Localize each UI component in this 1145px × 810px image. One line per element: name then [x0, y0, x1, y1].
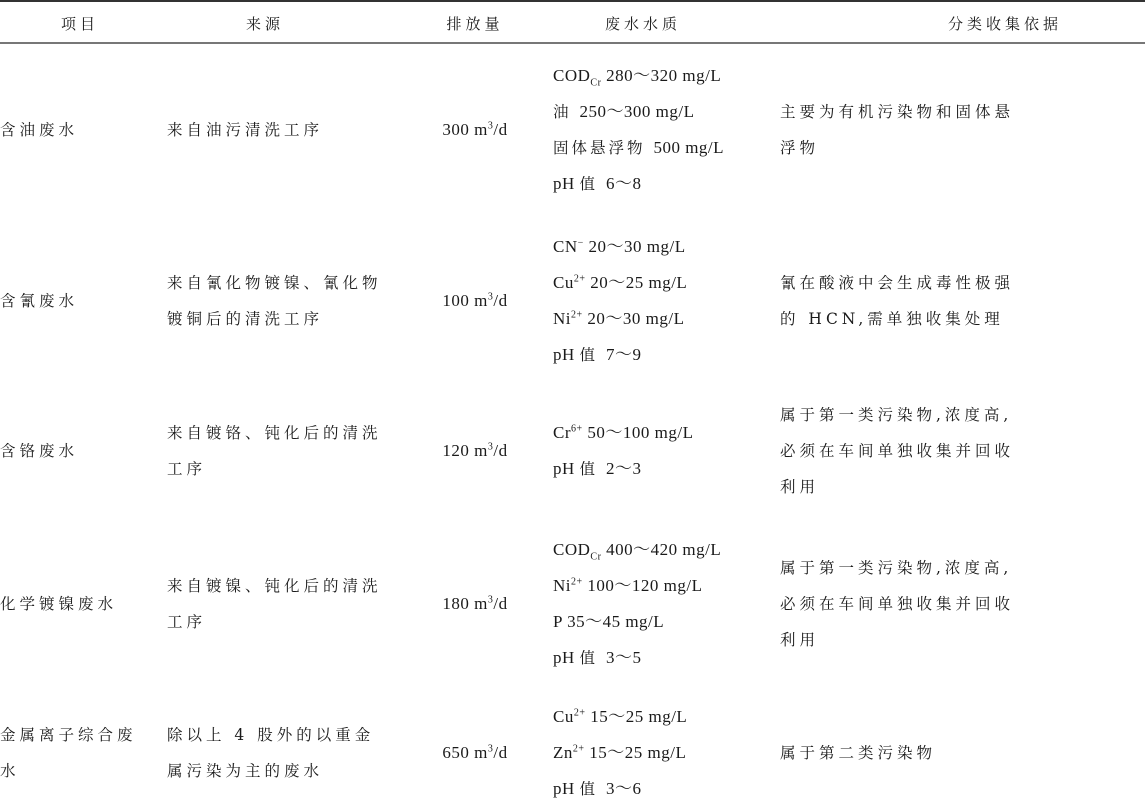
quality-segment: COD [553, 540, 591, 559]
quality-segment: CN [553, 237, 578, 256]
cell-basis [780, 532, 1145, 676]
quality-segment: 20～30 mg/L [583, 237, 686, 256]
quality-segment: pH [553, 459, 580, 478]
quality-segment: 2～3 [605, 459, 642, 478]
quality-line [553, 640, 778, 676]
cell-item [0, 699, 162, 807]
quality-segment: pH [553, 345, 580, 364]
basis-text: 必须在车间单独收集并回收 [780, 595, 1015, 613]
header-quality: 废水水质 [604, 14, 681, 33]
basis-text: 的 HCN,需单独收集处理 [780, 310, 1004, 328]
quality-line [553, 604, 778, 640]
amount-text [442, 735, 507, 771]
amount-unit: /d [493, 441, 508, 460]
quality-segment: 20～30 mg/L [582, 309, 685, 328]
quality-segment: Cu [553, 707, 574, 726]
amount-text [442, 283, 507, 319]
cell-item [0, 397, 162, 505]
amount-unit: /d [493, 743, 508, 762]
quality-segment: 值 [579, 175, 606, 193]
cell-basis [780, 58, 1145, 202]
quality-line [553, 229, 778, 265]
source-text: 来自油污清洗工序 [167, 121, 324, 139]
top-rule [0, 0, 1145, 2]
quality-segment: Ni [553, 309, 571, 328]
quality-segment: Ni [553, 576, 571, 595]
quality-segment: 250～300 mg/L [579, 102, 695, 121]
quality-line [553, 699, 778, 735]
quality-segment: Cr [590, 77, 602, 89]
cell-basis [780, 699, 1145, 807]
amount-unit: /d [493, 594, 508, 613]
cell-quality [553, 397, 778, 505]
item-text: 水 [0, 762, 20, 780]
basis-text: 主要为有机污染物和固体悬 [780, 103, 1015, 121]
quality-line [553, 451, 778, 487]
amount-text [442, 112, 507, 148]
basis-text: 属于第一类污染物,浓度高, [780, 406, 1013, 424]
quality-line [553, 735, 778, 771]
source-text: 镀铜后的清洗工序 [167, 310, 324, 328]
quality-segment: 值 [579, 780, 606, 798]
quality-line [553, 532, 778, 568]
cell-source [167, 532, 422, 676]
quality-segment: 2+ [571, 576, 583, 588]
quality-line [553, 166, 778, 202]
item-text: 化学镀镍废水 [0, 595, 118, 613]
quality-segment: pH [553, 174, 580, 193]
quality-line [553, 568, 778, 604]
amount-sup: 3 [487, 743, 494, 755]
quality-segment: P 35～45 mg/L [553, 612, 665, 631]
quality-segment: 2+ [571, 309, 583, 321]
amount-text [442, 586, 507, 622]
quality-segment: 50～100 mg/L [582, 423, 694, 442]
quality-segment: 固体悬浮物 [553, 139, 654, 157]
item-text: 含氰废水 [0, 292, 79, 310]
quality-line [553, 130, 778, 166]
quality-line [553, 94, 778, 130]
cell-item [0, 58, 162, 202]
source-text: 来自镀镍、钝化后的清洗 [167, 577, 382, 595]
cell-amount [425, 58, 525, 202]
quality-segment: 6～8 [605, 174, 642, 193]
quality-segment: pH [553, 648, 580, 667]
quality-segment: 3～5 [605, 648, 642, 667]
quality-segment: COD [553, 66, 591, 85]
source-text: 工序 [167, 613, 207, 631]
source-text: 来自镀铬、钝化后的清洗 [167, 424, 382, 442]
cell-basis [780, 397, 1145, 505]
header-item: 项目 [60, 14, 99, 33]
quality-segment: 280～320 mg/L [601, 66, 722, 85]
amount-num: 300 m [442, 120, 488, 139]
quality-line [553, 415, 778, 451]
quality-segment: Cr [553, 423, 571, 442]
amount-text [442, 433, 507, 469]
cell-quality [553, 229, 778, 373]
quality-segment: 20～25 mg/L [585, 273, 688, 292]
basis-text: 氰在酸液中会生成毒性极强 [780, 274, 1015, 292]
cell-amount [425, 229, 525, 373]
quality-segment: Cr [590, 551, 602, 563]
header-source: 来源 [245, 14, 284, 33]
quality-line [553, 337, 778, 373]
quality-segment: pH [553, 779, 580, 798]
amount-num: 120 m [442, 441, 488, 460]
amount-sup: 3 [487, 594, 494, 606]
quality-line [553, 771, 778, 807]
quality-segment: 2+ [573, 707, 586, 719]
basis-text: 利用 [780, 631, 820, 649]
source-text: 工序 [167, 460, 207, 478]
cell-amount [425, 699, 525, 807]
quality-segment: 15～25 mg/L [585, 707, 688, 726]
quality-segment: 6+ [571, 423, 583, 435]
amount-num: 180 m [442, 594, 488, 613]
quality-line [553, 58, 778, 94]
cell-amount [425, 397, 525, 505]
cell-item [0, 229, 162, 373]
quality-segment: − [577, 237, 584, 249]
item-text: 金属离子综合废 [0, 726, 137, 744]
cell-quality [553, 532, 778, 676]
quality-segment: 15～25 mg/L [584, 743, 687, 762]
quality-line [553, 301, 778, 337]
amount-sup: 3 [487, 291, 494, 303]
amount-unit: /d [493, 120, 508, 139]
item-text: 含油废水 [0, 121, 79, 139]
quality-segment: 2+ [572, 743, 585, 755]
cell-item [0, 532, 162, 676]
cell-quality [553, 699, 778, 807]
quality-segment: 400～420 mg/L [601, 540, 722, 559]
quality-segment: 7～9 [605, 345, 642, 364]
quality-segment: Cu [553, 273, 574, 292]
cell-amount [425, 532, 525, 676]
amount-unit: /d [493, 291, 508, 310]
quality-segment: 值 [579, 460, 606, 478]
quality-segment: 3～6 [605, 779, 642, 798]
basis-text: 利用 [780, 478, 820, 496]
amount-sup: 3 [487, 441, 494, 453]
source-text: 来自氰化物镀镍、氰化物 [167, 274, 382, 292]
amount-sup: 3 [487, 120, 494, 132]
header-amount: 排放量 [446, 14, 504, 33]
cell-source [167, 229, 422, 373]
quality-segment: 值 [579, 346, 606, 364]
item-text: 含铬废水 [0, 442, 79, 460]
cell-quality [553, 58, 778, 202]
quality-segment: 油 [553, 103, 580, 121]
cell-source [167, 397, 422, 505]
amount-num: 650 m [442, 743, 488, 762]
cell-source [167, 58, 422, 202]
amount-num: 100 m [442, 291, 488, 310]
quality-segment: 500 mg/L [653, 138, 725, 157]
basis-text: 必须在车间单独收集并回收 [780, 442, 1015, 460]
basis-text: 属于第二类污染物 [780, 744, 937, 762]
source-text: 属污染为主的废水 [167, 762, 324, 780]
quality-segment: 2+ [573, 273, 586, 285]
quality-segment: 100～120 mg/L [582, 576, 703, 595]
cell-basis [780, 229, 1145, 373]
cell-source [167, 699, 422, 807]
basis-text: 属于第一类污染物,浓度高, [780, 559, 1013, 577]
source-text: 除以上 4 股外的以重金 [167, 726, 375, 744]
header-basis: 分类收集依据 [947, 14, 1062, 33]
quality-segment: 值 [579, 649, 606, 667]
basis-text: 浮物 [780, 139, 820, 157]
quality-line [553, 265, 778, 301]
quality-segment: Zn [553, 743, 573, 762]
